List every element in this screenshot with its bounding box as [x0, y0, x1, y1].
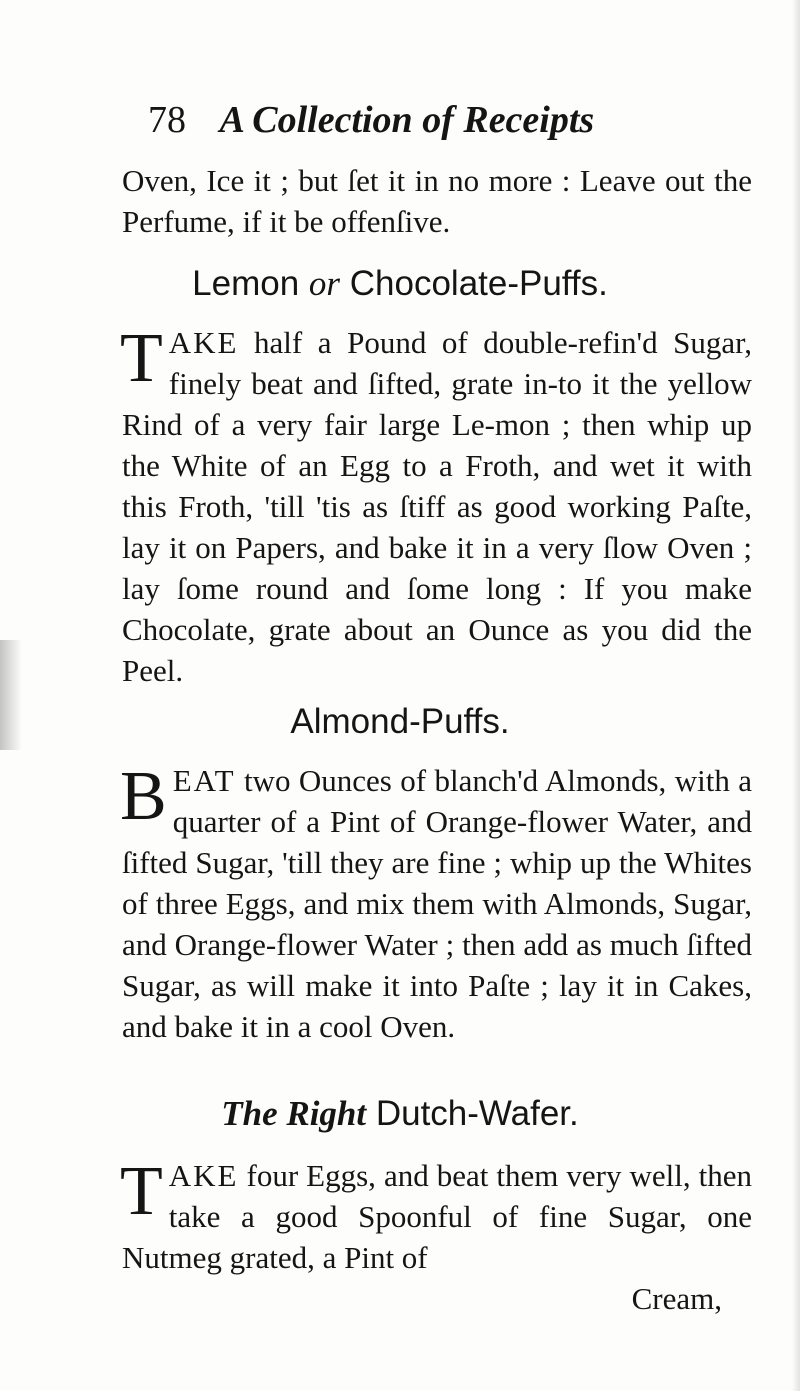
- continuation-paragraph: Oven, Ice it ; but ſet it in no more : Leave out the Perfume, if it be offenſive.: [122, 163, 752, 239]
- title-part: Dutch-Wafer.: [366, 1094, 579, 1133]
- recipe-body-dutch-wafer: [122, 1155, 752, 1319]
- title-part-italic: The Right: [221, 1094, 367, 1133]
- recipe-title-lemon-chocolate-puffs: [0, 262, 800, 306]
- recipe-text: half a Pound of double-refin'd Sugar, finely beat and ſifted, grate in-to it the yellow Rind of a very fair large Le-mon ; then whip up the White of an Egg to a Froth, and wet it with this Froth, 'till 'tis as ſtiff as good working Paſte, lay it on Papers, and bake it in a very ſlow Oven ; lay ſome round and ſome long : If you make Chocolate, grate about an Ounce as you did the Peel.: [122, 325, 752, 688]
- drop-cap: T: [120, 1153, 163, 1230]
- recipe-title-almond-puffs: [0, 700, 800, 744]
- title-text: Almond-Puffs.: [290, 702, 510, 741]
- page-header: [148, 92, 708, 148]
- drop-cap: B: [120, 758, 167, 835]
- recipe-body-lemon-chocolate-puffs: [122, 322, 752, 691]
- first-word: AKE: [168, 325, 239, 360]
- drop-cap: T: [120, 320, 163, 397]
- recipe-body-almond-puffs: [122, 760, 752, 1047]
- title-part-italic: or: [308, 264, 341, 303]
- title-part: Chocolate-Puffs.: [340, 264, 608, 303]
- running-head: A Collection of Receipts: [219, 99, 595, 141]
- first-word: EAT: [172, 763, 236, 798]
- recipe-text: four Eggs, and beat them very well, then take a good Spoonful of fine Sugar, one Nutmeg grated, a Pint of: [122, 1158, 752, 1275]
- first-word: AKE: [168, 1158, 239, 1193]
- recipe-title-dutch-wafer: [0, 1092, 800, 1136]
- continuation-text: [122, 160, 752, 242]
- catchword: Cream,: [631, 1281, 722, 1316]
- page-edge: [792, 0, 800, 1391]
- title-part: Lemon: [192, 264, 309, 303]
- recipe-text: two Ounces of blanch'd Almonds, with a quarter of a Pint of Orange-flower Water, and ſifted Sugar, 'till they are fine ; whip up the Whites of three Eggs, and mix them with Almonds, Sugar, and Orange-flower Water ; then add as much ſifted Sugar, as will make it into Paſte ; lay it in Cakes, and bake it in a cool Oven.: [122, 763, 752, 1044]
- page-number: 78: [148, 99, 186, 141]
